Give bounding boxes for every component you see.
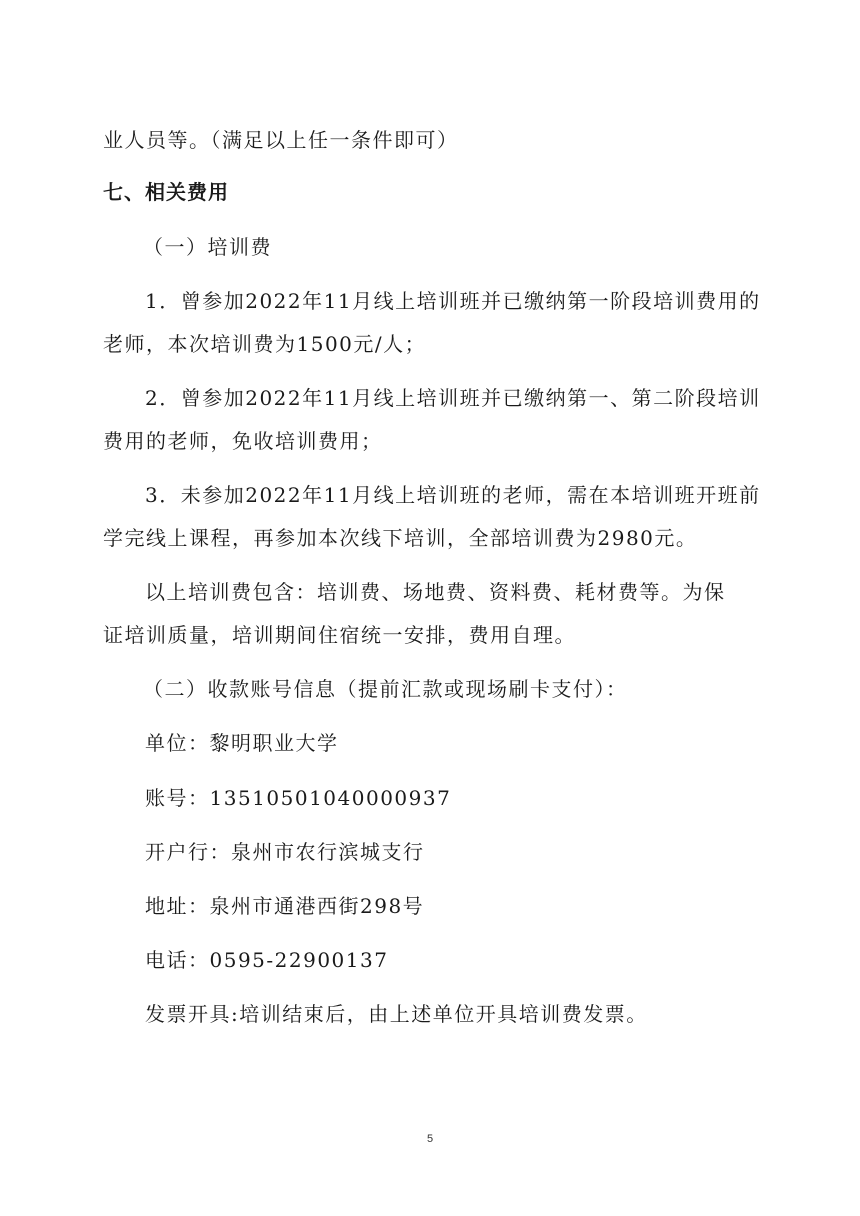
subsection-heading-training-fee: （一）培训费 (143, 235, 272, 259)
fee-item-2-line-2: 费用的老师，免收培训费用； (103, 429, 383, 453)
text-line-continuation: 业人员等。（满足以上任一条件即可） (103, 128, 459, 152)
fee-item-3-line-1: 3．未参加2022年11月线上培训班的老师，需在本培训班开班前 (145, 483, 761, 507)
invoice-note: 发票开具:培训结束后，由上述单位开具培训费发票。 (145, 1002, 648, 1026)
fee-note-line-1: 以上培训费包含：培训费、场地费、资料费、耗材费等。为保 (145, 580, 726, 604)
subsection-heading-account-info: （二）收款账号信息（提前汇款或现场刷卡支付）： (143, 677, 628, 701)
fee-item-1-line-2: 老师，本次培训费为1500元/人； (103, 332, 427, 356)
account-address: 地址：泉州市通港西街298号 (145, 894, 425, 918)
account-unit: 单位：黎明职业大学 (145, 731, 339, 755)
fee-note-line-2: 证培训质量，培训期间住宿统一安排，费用自理。 (103, 623, 576, 647)
fee-item-2-line-1: 2．曾参加2022年11月线上培训班并已缴纳第一、第二阶段培训 (145, 386, 761, 410)
fee-item-1-line-1: 1．曾参加2022年11月线上培训班并已缴纳第一阶段培训费用的 (145, 289, 761, 313)
fee-item-3-line-2: 学完线上课程，再参加本次线下培训，全部培训费为2980元。 (103, 526, 698, 550)
account-phone: 电话：0595-22900137 (145, 948, 389, 972)
section-heading-fees: 七、相关费用 (103, 180, 229, 204)
page-number: 5 (426, 1133, 434, 1145)
account-number: 账号：13510501040000937 (145, 786, 452, 810)
account-bank: 开户行：泉州市农行滨城支行 (145, 840, 425, 864)
